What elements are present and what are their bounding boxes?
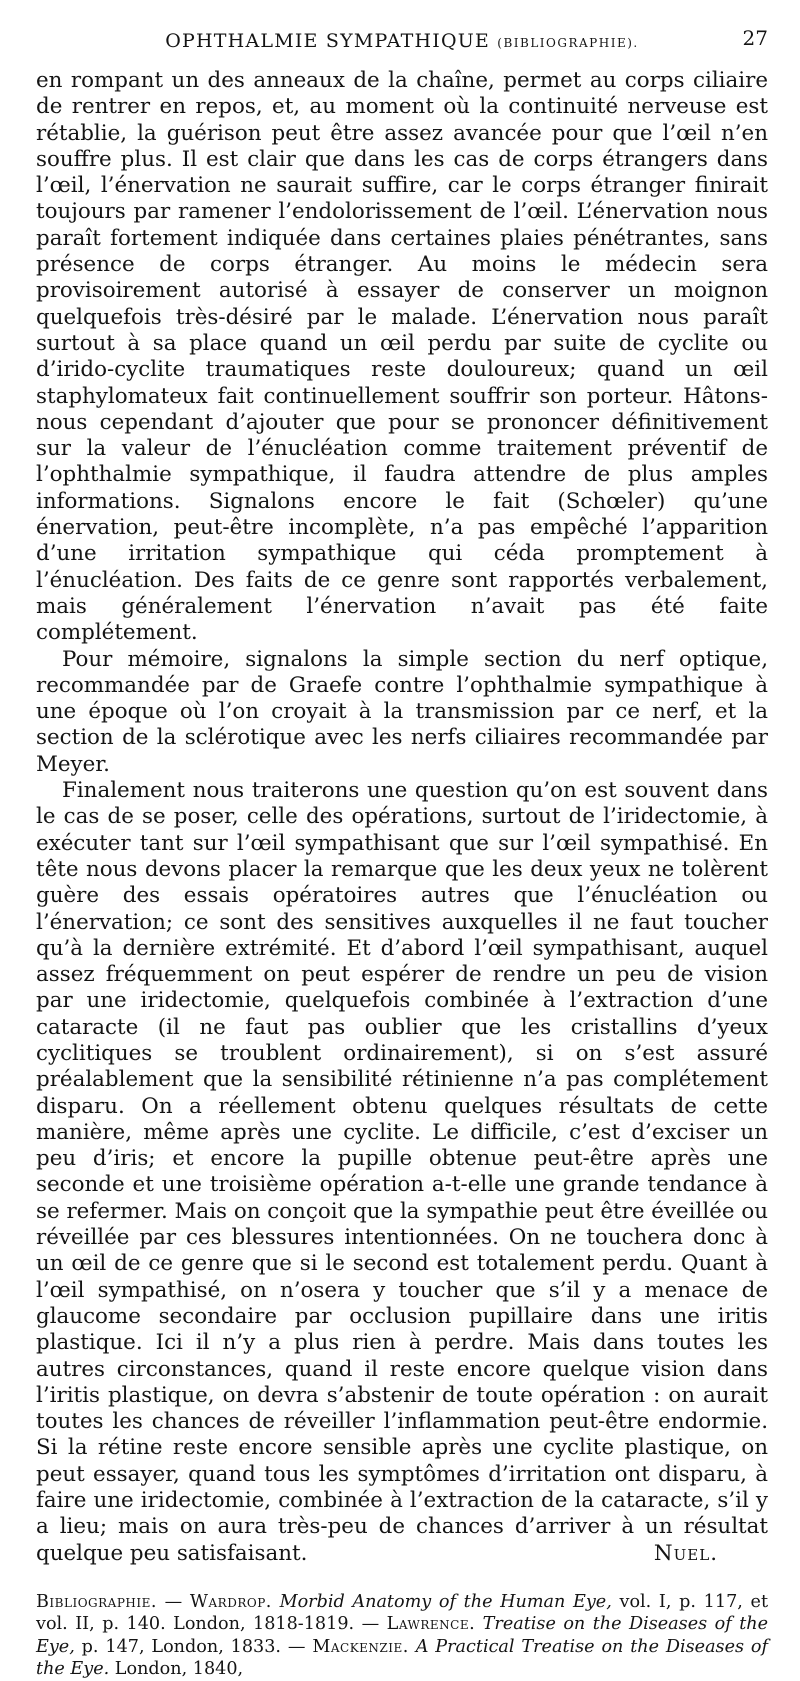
bibliography-author: Lawrence. <box>386 1614 476 1635</box>
running-title <box>36 30 768 52</box>
page-number: 27 <box>742 26 768 50</box>
running-header <box>36 26 768 56</box>
bibliography-details: vol. I, p. 117, et vol. II, p. 140. London, 1818-1819. <box>36 1591 769 1635</box>
bibliography-title: A Practical Treatise on the Diseases of the Eye. <box>36 1636 768 1680</box>
bibliography: Bibliographie. — Wardrop. Morbid Anatomy of the Human Eye, vol. I, p. 117, et vol. II, p. 140. London, 1818-1819. — Lawrence. Treatise on the Diseases of the Eye, p. 147, London, 1833. — Mackenzie. A Practical Treatise on the Diseases of the Eye. London, 1840, <box>36 1591 769 1680</box>
paragraph-memoire: Pour mémoire, signalons la simple section du nerf optique, recommandée par de Graefe contre l’ophthalmie sympathique à une époque où l’on croyait à la transmission par ce nerf, et la section de la sclérotique avec les nerfs ciliaires recommandée par Meyer. <box>36 646 768 777</box>
running-title-sub: (BIBLIOGRAPHIE). <box>497 36 639 50</box>
author-signature: Nuel. <box>653 1540 718 1566</box>
paragraph-operations <box>36 778 768 1567</box>
bibliography-label: Bibliographie. <box>36 1591 157 1612</box>
paragraph-operations-text: Finalement nous traiterons une question qu’on est souvent dans le cas de se poser, celle des opérations, surtout de l’iridectomie, à exécuter tant sur l’œil sympathisant que sur l’œil sympathisé. En tête nous devons placer la remarque que les deux yeux ne tolèrent guère des essais opératoires autres que l’énucléation ou l’énervation; ce sont des sensitives auxquelles il ne faut toucher qu’à la dernière extrémité. Et d’abord l’œil sympathisant, auquel assez fréquemment on peut espérer de rendre un peu de vision par une iridectomie, quelquefois combinée à l’extraction d’une cataracte (il ne faut pas oublier que les cristallins d’yeux cyclitiques se troublent ordinairement), si on s’est assuré préalablement que la sensibilité rétinienne n’a pas complétement disparu. On a réellement obtenu quelques résultats de cette manière, même après une cyclite. Le difficile, c’est d’exciser un peu d’iris; et encore la pupille obtenue peut-être après une seconde et une troisième opération a-t-elle une grande tendance à se refermer. Mais on conçoit que la sympathie peut être éveillée ou réveillée par ces blessures intentionnées. On ne touchera donc à un œil de ce genre que si le second est totalement perdu. Quant à l’œil sympathisé, on n’osera y toucher que s’il y a menace de glaucome secondaire par occlusion pupillaire dans une iritis plastique. Ici il n’y a plus rien à perdre. Mais dans toutes les autres circonstances, quand il reste encore quelque vision dans l’iritis plastique, on devra s’abstenir de toute opération : on aurait toutes les chances de réveiller l’inflammation peut-être endormie. Si la rétine reste encore sensible après une cyclite plastique, on peut essayer, quand tous les symptômes d’irritation ont disparu, à faire une iridectomie, combinée à l’extraction de la cataracte, s’il y a lieu; mais on aura très-peu de chances d’arriver à un résultat quelque peu satisfaisant. <box>36 778 768 1566</box>
bibliography-details: p. 147, London, 1833. <box>81 1636 282 1657</box>
bibliography-title: Treatise on the Diseases of the Eye, <box>36 1614 769 1657</box>
bibliography-details: London, 1840, <box>114 1659 244 1680</box>
book-page <box>36 26 768 1681</box>
bibliography-author: Mackenzie. <box>312 1636 409 1657</box>
bibliography-author: Wardrop. <box>189 1591 272 1612</box>
bibliography-title: Morbid Anatomy of the Human Eye, <box>279 1591 612 1612</box>
paragraph-continuation: en rompant un des anneaux de la chaîne, permet au corps ciliaire de rentrer en repos, et, au moment où la continuité nerveuse est rétablie, la guérison peut être assez avancée pour que l’œil n’en souffre plus. Il est clair que dans les cas de corps étrangers dans l’œil, l’énervation ne saurait suffire, car le corps étranger finirait toujours par ramener l’endolorissement de l’œil. L’énervation nous paraît fortement indiquée dans certaines plaies pénétrantes, sans présence de corps étranger. Au moins le médecin sera provisoirement autorisé à essayer de conserver un moignon quelquefois très-désiré par le malade. L’énervation nous paraît surtout à sa place quand un œil perdu par suite de cyclite ou d’irido-cyclite traumatiques reste douloureux; quand un œil staphylomateux fait continuellement souffrir son porteur. Hâtons-nous cependant d’ajouter que pour se prononcer définitivement sur la valeur de l’énucléation comme traitement préventif de l’ophthalmie sympathique, il faudra attendre de plus amples informations. Signalons encore le fait (Schœler) qu’une énervation, peut-être incomplète, n’a pas empêché l’apparition d’une irritation sympathique qui céda promptement à l’énucléation. Des faits de ce genre sont rapportés verbalement, mais généralement l’énervation n’avait pas été faite complétement. <box>36 68 768 646</box>
body-text <box>36 68 768 1567</box>
running-title-main: OPHTHALMIE SYMPATHIQUE <box>165 30 491 52</box>
